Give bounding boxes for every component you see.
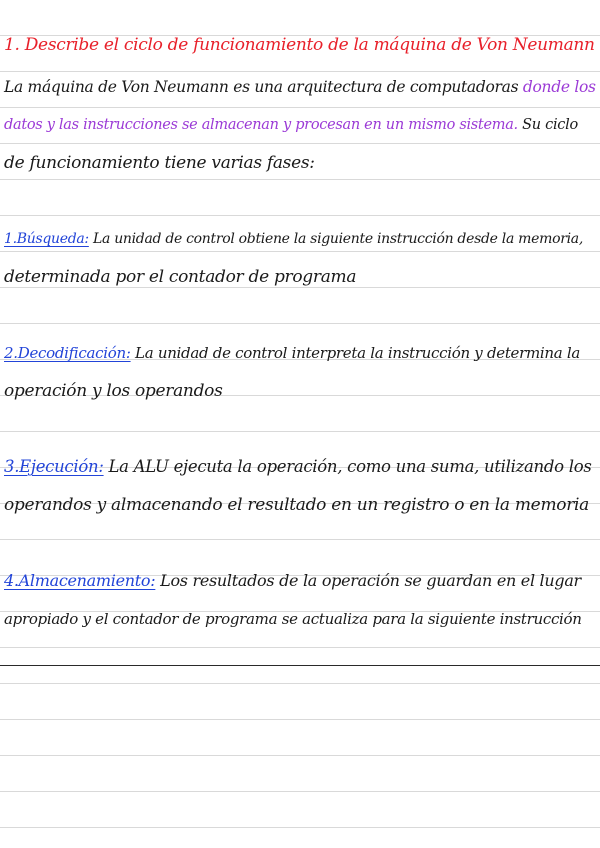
section-divider (0, 665, 600, 666)
phase-text: Los resultados de la operación se guardan en el lugar (155, 571, 581, 590)
phase-heading: 2.Decodificación: (4, 344, 131, 362)
intro-line-3 (4, 151, 598, 175)
phase-text: La ALU ejecuta la operación, como una suma, utilizando los (103, 457, 592, 476)
phase-decode-line-1 (4, 341, 598, 365)
phase-fetch-line-1 (4, 227, 598, 251)
phase-execute-line-2 (4, 493, 598, 517)
phase-text: determinada por el contador de programa (4, 267, 357, 287)
intro-line-1 (4, 75, 598, 99)
phase-heading: 3.Ejecución: (4, 457, 104, 476)
phase-store-line-1 (4, 569, 598, 593)
phase-text: operandos y almacenando el resultado en un registro o en la memoria (4, 495, 589, 515)
intro-highlight: donde los (522, 78, 596, 96)
phase-store-line-2 (4, 607, 598, 631)
phase-text: La unidad de control interpreta la instrucción y determina la (130, 344, 581, 362)
phase-text: operación y los operandos (4, 381, 223, 401)
phase-text: apropiado y el contador de programa se actualiza para la siguiente instrucción (4, 610, 582, 628)
phase-fetch-line-2 (4, 265, 598, 289)
intro-text: de funcionamiento tiene varias fases: (4, 153, 315, 173)
phase-heading: 1.Búsqueda: (4, 231, 89, 247)
page-title: 1. Describe el ciclo de funcionamiento de la máquina de Von Neumann (4, 35, 595, 55)
phase-decode-line-2 (4, 379, 598, 403)
intro-highlight: datos y las instrucciones se almacenan y procesan en un mismo sistema. (4, 117, 518, 133)
intro-text: La máquina de Von Neumann es una arquitectura de computadoras (4, 78, 523, 96)
phase-execute-line-1 (4, 455, 598, 479)
phase-text: La unidad de control obtiene la siguiente instrucción desde la memoria, (88, 231, 583, 247)
intro-text: Su ciclo (517, 117, 578, 133)
phase-heading: 4.Almacenamiento: (4, 571, 156, 590)
intro-line-2 (4, 113, 598, 137)
